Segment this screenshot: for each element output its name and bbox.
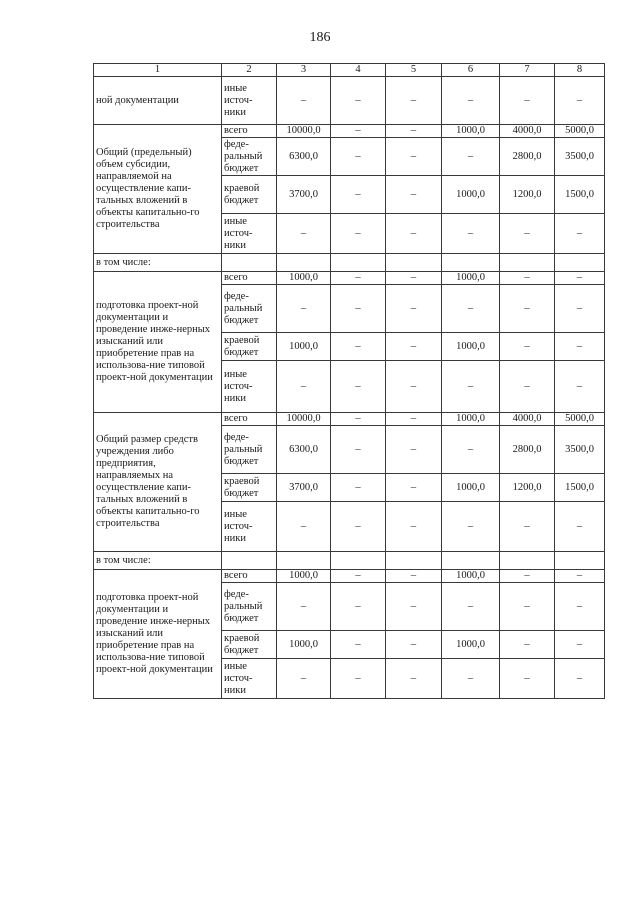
source-label: иные источ-ники [222,502,277,552]
source-label: иные источ-ники [222,659,277,699]
source-label: феде-ральный бюджет [222,426,277,474]
value-cell: – [500,77,555,125]
value-cell: 6300,0 [277,426,331,474]
value-cell: – [442,285,500,333]
value-cell: – [386,125,442,138]
value-cell: – [277,583,331,631]
value-cell: 1000,0 [277,272,331,285]
value-cell: – [500,361,555,413]
value-cell: – [386,474,442,502]
value-cell: – [277,502,331,552]
value-cell: – [442,214,500,254]
value-cell: – [555,77,605,125]
value-cell: 1000,0 [442,413,500,426]
value-cell: – [555,659,605,699]
value-cell: – [386,272,442,285]
value-cell: – [500,631,555,659]
value-cell: – [555,333,605,361]
value-cell: – [500,583,555,631]
value-cell: 5000,0 [555,413,605,426]
empty-cell [500,552,555,570]
empty-cell [500,254,555,272]
value-cell: – [331,502,386,552]
empty-cell [386,254,442,272]
value-cell: – [500,333,555,361]
value-cell: – [331,285,386,333]
header-cell: 5 [386,64,442,77]
value-cell: – [331,659,386,699]
value-cell: – [331,176,386,214]
source-label: феде-ральный бюджет [222,583,277,631]
value-cell: 2800,0 [500,138,555,176]
value-cell: 1200,0 [500,176,555,214]
value-cell: – [386,631,442,659]
empty-cell [277,254,331,272]
value-cell: – [555,570,605,583]
value-cell: – [500,502,555,552]
row-description: Общий (предельный) объем субсидии, направляемой на осуществление капи-тальных вложений в объекты капитально-го строительства [94,125,222,254]
value-cell: 1200,0 [500,474,555,502]
value-cell: – [277,361,331,413]
value-cell: – [386,285,442,333]
value-cell: – [331,631,386,659]
value-cell: 2800,0 [500,426,555,474]
value-cell: – [386,502,442,552]
value-cell: – [500,272,555,285]
value-cell: 3500,0 [555,426,605,474]
value-cell: 3500,0 [555,138,605,176]
value-cell: – [442,77,500,125]
value-cell: 1500,0 [555,176,605,214]
value-cell: – [386,77,442,125]
source-label: всего [222,413,277,426]
source-label: краевой бюджет [222,631,277,659]
budget-table [93,63,605,699]
value-cell: – [331,583,386,631]
source-label: краевой бюджет [222,176,277,214]
empty-cell [222,254,277,272]
value-cell: – [386,361,442,413]
value-cell: – [277,77,331,125]
source-label: краевой бюджет [222,474,277,502]
continuation-row [94,77,605,125]
page-number: 186 [309,30,331,45]
value-cell: 5000,0 [555,125,605,138]
value-cell: – [331,413,386,426]
value-cell: – [442,583,500,631]
value-cell: – [500,285,555,333]
value-cell: – [386,176,442,214]
header-cell: 1 [94,64,222,77]
header-cell: 8 [555,64,605,77]
value-cell: 10000,0 [277,413,331,426]
value-cell: 1000,0 [277,333,331,361]
empty-cell [555,552,605,570]
value-cell: – [386,333,442,361]
value-cell: – [555,361,605,413]
source-label: иные источ-ники [222,214,277,254]
row-description: подготовка проект-ной документации и проведение инже-нерных изысканий или приобретение прав на использова-ние типовой проект-ной документации [94,570,222,699]
subtotal-heading-row [94,552,605,570]
source-label: всего [222,272,277,285]
value-cell: 1000,0 [442,333,500,361]
value-cell: – [555,631,605,659]
value-cell: – [386,138,442,176]
value-cell: – [386,570,442,583]
value-cell: – [331,272,386,285]
value-cell: 10000,0 [277,125,331,138]
value-cell: 1000,0 [442,631,500,659]
source-label: феде-ральный бюджет [222,138,277,176]
header-cell: 4 [331,64,386,77]
subtotal-heading: в том числе: [94,254,222,272]
value-cell: – [386,426,442,474]
header-row [94,64,605,77]
value-cell: 1000,0 [442,176,500,214]
table-row [94,570,605,583]
value-cell: – [331,214,386,254]
value-cell: – [277,214,331,254]
value-cell: 1000,0 [277,570,331,583]
row-description: Общий размер средств учреждения либо предприятия, направляемых на осуществление капи-тальных вложений в объекты капитально-го строительства [94,413,222,552]
value-cell: – [555,285,605,333]
value-cell: – [386,583,442,631]
value-cell: – [442,659,500,699]
value-cell: – [331,77,386,125]
row-description: ной документации [94,77,222,125]
value-cell: – [555,502,605,552]
value-cell: 1000,0 [442,272,500,285]
value-cell: – [555,272,605,285]
value-cell: – [500,659,555,699]
value-cell: 4000,0 [500,413,555,426]
value-cell: – [500,570,555,583]
value-cell: – [386,659,442,699]
value-cell: 1000,0 [442,474,500,502]
value-cell: 4000,0 [500,125,555,138]
source-label: феде-ральный бюджет [222,285,277,333]
value-cell: 1000,0 [442,125,500,138]
empty-cell [331,254,386,272]
value-cell: – [331,138,386,176]
value-cell: – [442,426,500,474]
source-label: всего [222,125,277,138]
value-cell: – [386,413,442,426]
value-cell: – [442,502,500,552]
value-cell: – [500,214,555,254]
value-cell: – [331,426,386,474]
subtotal-heading-row [94,254,605,272]
value-cell: 3700,0 [277,474,331,502]
value-cell: 3700,0 [277,176,331,214]
source-label: иные источ-ники [222,361,277,413]
source-label: краевой бюджет [222,333,277,361]
empty-cell [442,552,500,570]
empty-cell [277,552,331,570]
empty-cell [386,552,442,570]
header-cell: 2 [222,64,277,77]
header-cell: 6 [442,64,500,77]
value-cell: – [331,570,386,583]
value-cell: 1000,0 [277,631,331,659]
value-cell: 6300,0 [277,138,331,176]
source-label: всего [222,570,277,583]
table-row [94,125,605,138]
value-cell: – [442,138,500,176]
table-row [94,272,605,285]
empty-cell [555,254,605,272]
empty-cell [222,552,277,570]
value-cell: – [555,583,605,631]
value-cell: 1000,0 [442,570,500,583]
value-cell: – [442,361,500,413]
row-description: подготовка проект-ной документации и проведение инже-нерных изысканий или приобретение прав на использова-ние типовой проект-ной документации [94,272,222,413]
table-row [94,413,605,426]
subtotal-heading: в том числе: [94,552,222,570]
value-cell: – [277,285,331,333]
value-cell: – [331,474,386,502]
value-cell: – [331,361,386,413]
value-cell: 1500,0 [555,474,605,502]
value-cell: – [555,214,605,254]
empty-cell [331,552,386,570]
source-label: иные источ-ники [222,77,277,125]
value-cell: – [331,125,386,138]
header-cell: 3 [277,64,331,77]
empty-cell [442,254,500,272]
header-cell: 7 [500,64,555,77]
value-cell: – [277,659,331,699]
value-cell: – [386,214,442,254]
value-cell: – [331,333,386,361]
